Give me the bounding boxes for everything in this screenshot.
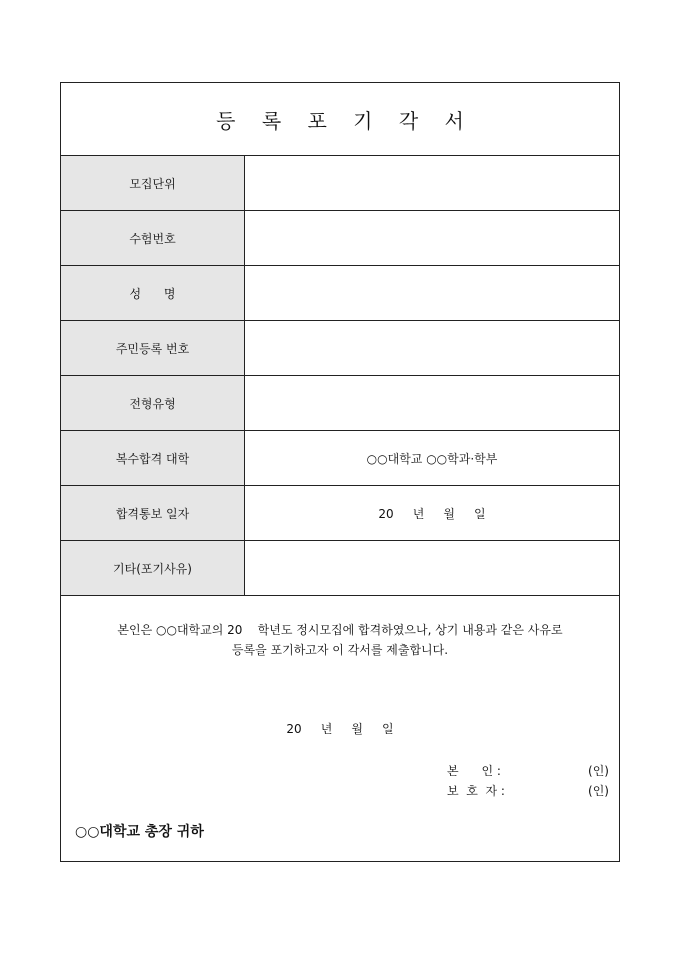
field-value-exam-number[interactable]: [245, 211, 619, 265]
field-row-other-university: [61, 431, 619, 486]
field-row-resident-number: [61, 321, 619, 376]
addressee: ○○대학교 총장 귀하: [75, 824, 204, 840]
field-label: 성 명: [61, 266, 245, 320]
signer-label: 본 인 :: [447, 764, 501, 778]
field-rows: [61, 156, 619, 596]
field-value-admission-type[interactable]: [245, 376, 619, 430]
field-row-notification-date: [61, 486, 619, 541]
field-row-other-reason: [61, 541, 619, 596]
field-value-other-university[interactable]: ○○대학교 ○○학과·학부: [366, 451, 498, 466]
field-label: 합격통보 일자: [61, 486, 245, 540]
guardian-seal: (인): [588, 784, 609, 798]
guardian-label: 보 호 자 :: [447, 784, 505, 798]
field-row-exam-number: [61, 211, 619, 266]
field-value-recruitment-unit[interactable]: [245, 156, 619, 210]
statement: [61, 620, 619, 660]
field-value-other-reason[interactable]: [245, 541, 619, 595]
signer-line: [447, 761, 609, 781]
guardian-line: [447, 781, 609, 801]
field-row-admission-type: [61, 376, 619, 431]
pledge-form: [60, 82, 620, 862]
field-label: 주민등록 번호: [61, 321, 245, 375]
title-row: [61, 83, 619, 156]
field-value-notification-date[interactable]: 20 년 월 일: [378, 506, 486, 521]
field-label: 전형유형: [61, 376, 245, 430]
field-label: 복수합격 대학: [61, 431, 245, 485]
sign-date: 20 년 월 일: [286, 722, 394, 736]
signer-seal: (인): [588, 764, 609, 778]
field-row-recruitment-unit: [61, 156, 619, 211]
document-title: 등 록 포 기 각 서: [216, 108, 474, 133]
statement-line-1: 본인은 ○○대학교의 20 학년도 정시모집에 합격하였으나, 상기 내용과 같은 사유로: [117, 623, 563, 637]
statement-line-2: 등록을 포기하고자 이 각서를 제출합니다.: [231, 643, 449, 657]
field-row-name: [61, 266, 619, 321]
field-value-resident-number[interactable]: [245, 321, 619, 375]
field-label: 수험번호: [61, 211, 245, 265]
field-label: 모집단위: [61, 156, 245, 210]
signature-block: [447, 761, 609, 801]
field-label: 기타(포기사유): [61, 541, 245, 595]
field-value-name[interactable]: [245, 266, 619, 320]
